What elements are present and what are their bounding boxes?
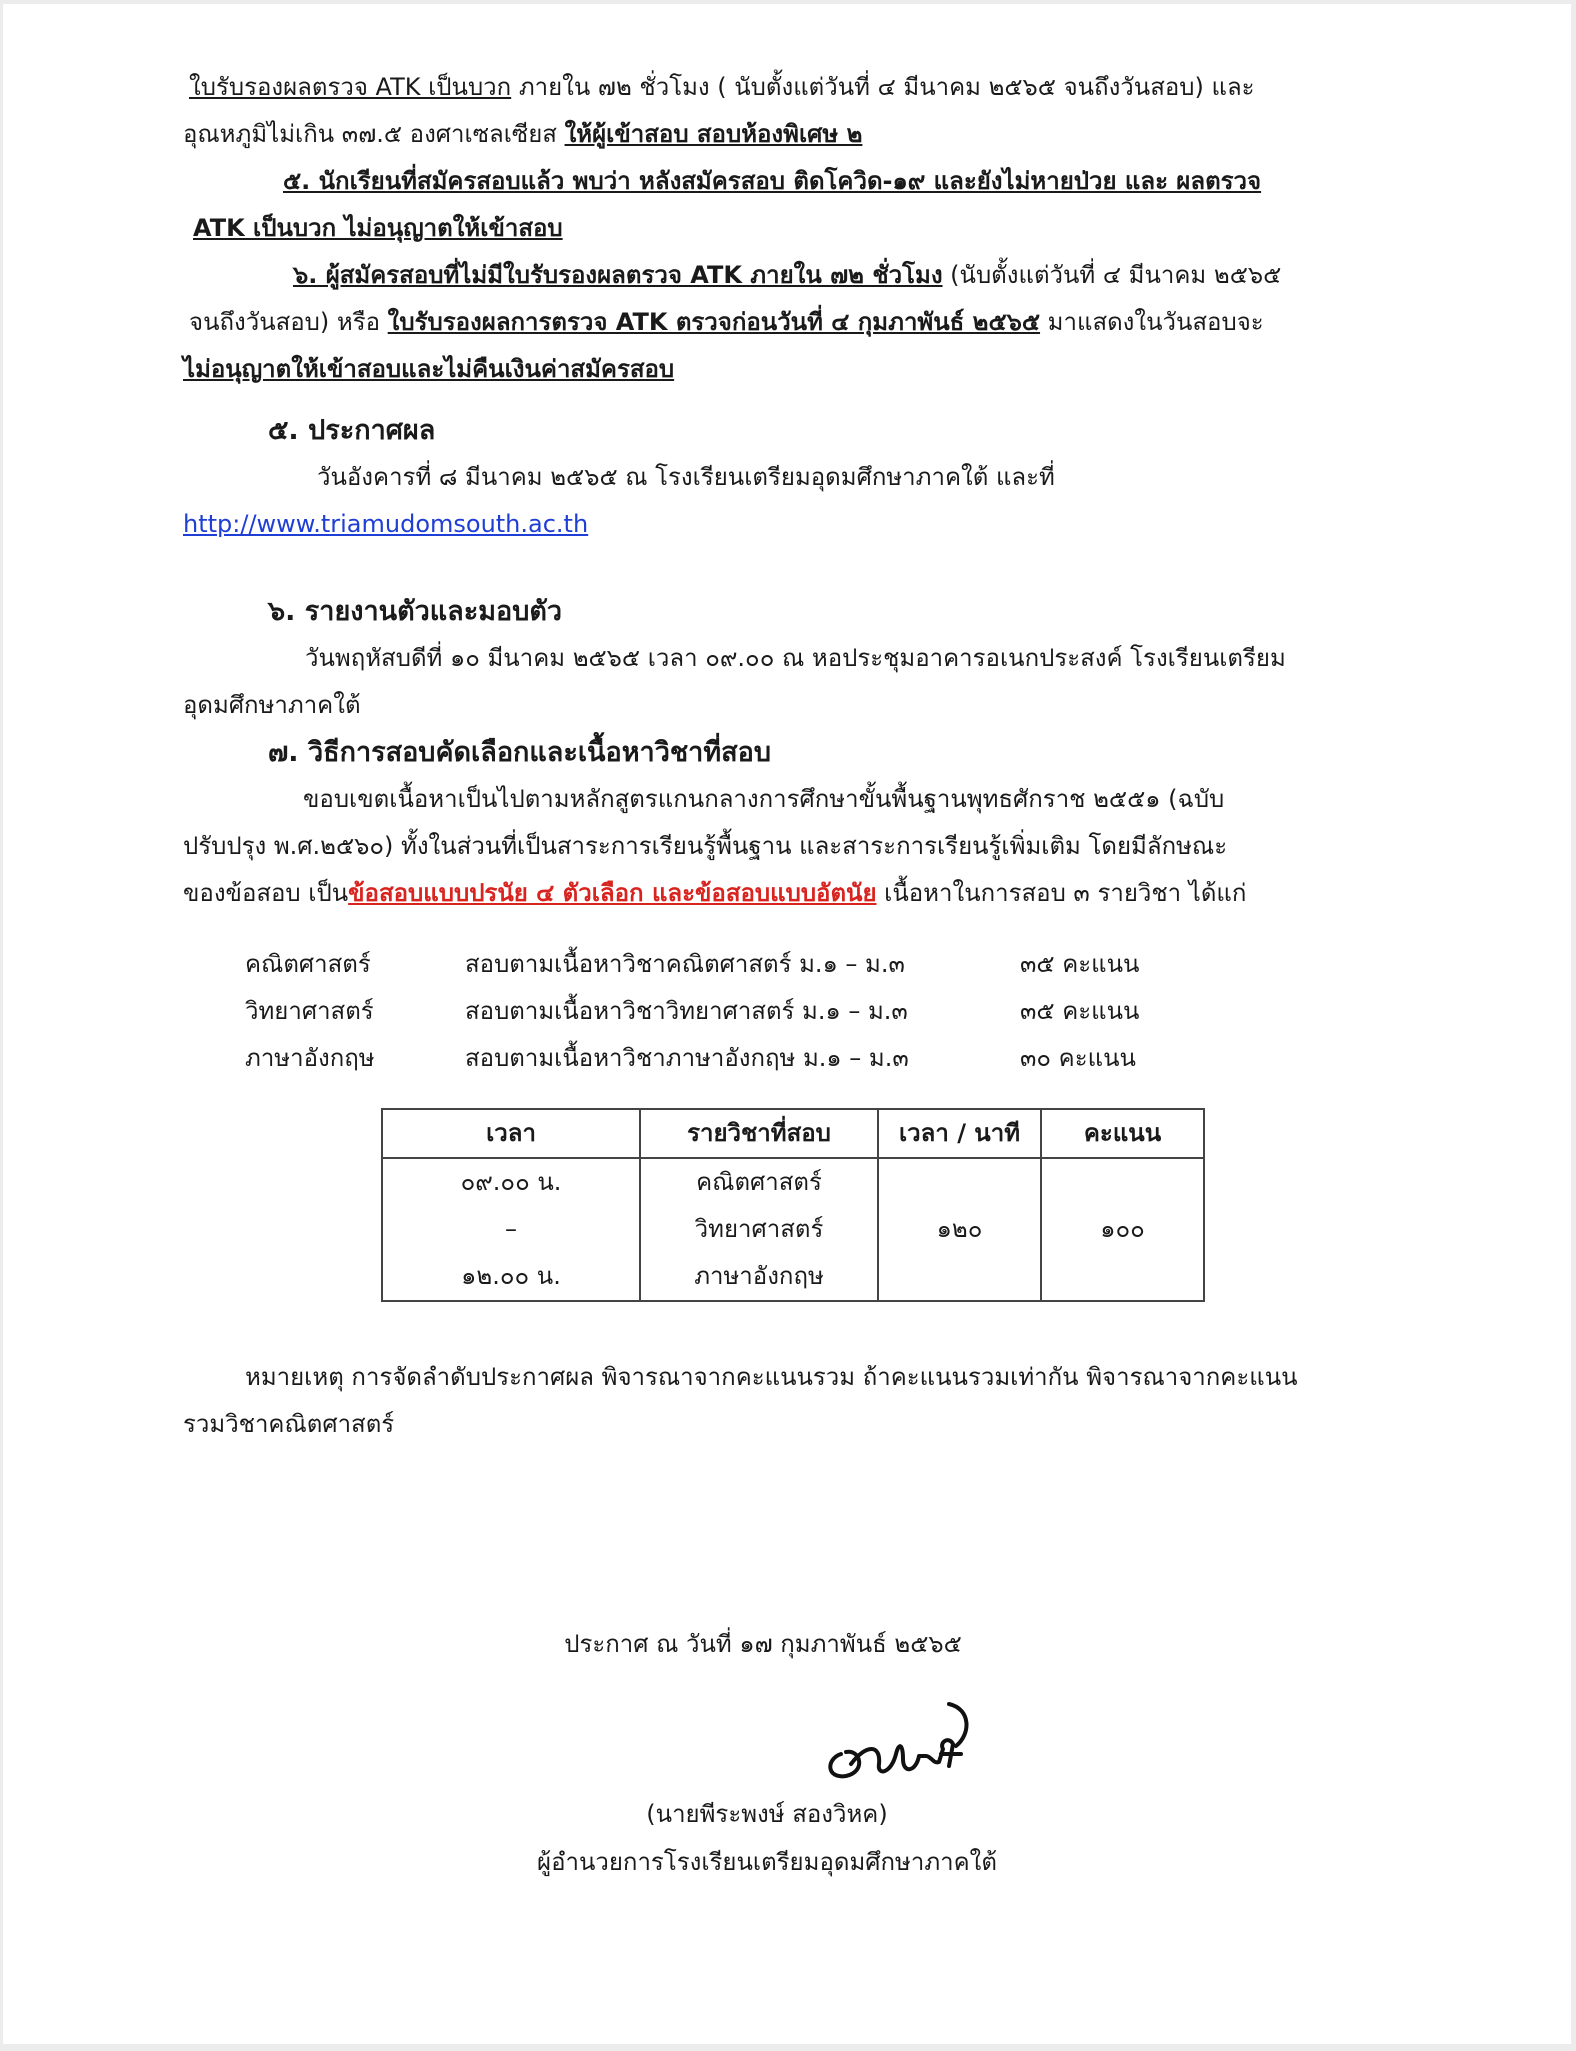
exam-type-highlight: ข้อสอบแบบปรนัย ๔ ตัวเลือก และข้อสอบแบบอัตนัย [348,879,877,907]
time-end: ๑๒.๐๐ น. [461,1262,561,1290]
section-7-text-1: ขอบเขตเนื้อหาเป็นไปตามหลักสูตรแกนกลางการศึกษาขั้นพื้นฐานพุทธศักราช ๒๕๕๑ (ฉบับ [303,785,1225,813]
atk-line-1-rest: ภายใน ๗๒ ชั่วโมง ( นับตั้งแต่วันที่ ๔ มีนาคม ๒๕๖๕ จนถึงวันสอบ) และ [511,73,1255,101]
subject-name: คณิตศาสตร์ [245,950,371,978]
special-room-note: ให้ผู้เข้าสอบ สอบห้องพิเศษ ๒ [564,120,863,148]
signer-title: ผู้อำนวยการโรงเรียนเตรียมอุดมศึกษาภาคใต้ [537,1848,997,1876]
exam-schedule-table [381,1108,1205,1302]
time-dash: – [505,1215,517,1243]
signature-image [821,1684,1001,1794]
schedule-subject: คณิตศาสตร์ [696,1168,822,1196]
subject-name: วิทยาศาสตร์ [245,997,374,1025]
note-line-1: หมายเหตุ การจัดลำดับประกาศผล พิจารณาจากคะแนนรวม ถ้าคะแนนรวมเท่ากัน พิจารณาจากคะแนน [245,1363,1298,1391]
header-subject: รายวิชาที่สอบ [640,1109,878,1158]
announcement-date: ประกาศ ณ วันที่ ๑๗ กุมภาพันธ์ ๒๕๖๕ [564,1630,962,1658]
header-score: คะแนน [1041,1109,1204,1158]
note-line-2: รวมวิชาคณิตศาสตร์ [183,1410,395,1438]
subject-row [245,941,1398,988]
item-5-line-1: ๕. นักเรียนที่สมัครสอบแล้ว พบว่า หลังสมัครสอบ ติดโควิด-๑๙ และยังไม่หายป่วย และ ผลตรวจ [283,167,1262,195]
subject-row [245,988,1398,1035]
subject-list [245,941,1398,1082]
schedule-subject: ภาษาอังกฤษ [694,1262,824,1290]
subject-desc: สอบตามเนื้อหาวิชาวิทยาศาสตร์ ม.๑ – ม.๓ [465,997,908,1025]
school-website-link[interactable]: http://www.triamudomsouth.ac.th [183,510,589,538]
atk-line-2 [183,111,1398,158]
signer-name: (นายพีระพงษ์ สองวิหค) [646,1800,888,1828]
subject-score: ๓๕ คะแนน [1020,950,1140,978]
time-start: ๐๙.๐๐ น. [460,1168,562,1196]
section-6-title: ๖. รายงานตัวและมอบตัว [268,596,563,627]
item-6-line-1 [183,252,1398,299]
subjects-cell [640,1158,878,1301]
section-5-text: วันอังคารที่ ๘ มีนาคม ๒๕๖๕ ณ โรงเรียนเตรียมอุดมศึกษาภาคใต้ และที่ [317,463,1055,491]
item-5-rule: ATK เป็นบวก ไม่อนุญาตให้เข้าสอบ [193,214,563,242]
section-7-text-3 [183,870,1398,917]
section-7-title: ๗. วิธีการสอบคัดเลือกและเนื้อหาวิชาที่สอบ [268,737,771,768]
subject-score: ๓๐ คะแนน [1020,1044,1136,1072]
header-minutes: เวลา / นาที [878,1109,1041,1158]
section-7-text-2: ปรับปรุง พ.ศ.๒๕๖๐) ทั้งในส่วนที่เป็นสาระการเรียนรู้พื้นฐาน และสาระการเรียนรู้เพิ่มเติม โดยมีลักษณะ [183,832,1228,860]
item-6-old-cert: ใบรับรองผลการตรวจ ATK ตรวจก่อนวันที่ ๔ กุมภาพันธ์ ๒๕๖๕ [387,308,1041,336]
item-6-date: (นับตั้งแต่วันที่ ๔ มีนาคม ๒๕๖๕ [942,261,1282,289]
header-time: เวลา [382,1109,640,1158]
exam-type-suffix: เนื้อหาในการสอบ ๓ รายวิชา ได้แก่ [876,879,1247,907]
section-6-text-1: วันพฤหัสบดีที่ ๑๐ มีนาคม ๒๕๖๕ เวลา ๐๙.๐๐ ณ หอประชุมอาคารอเนกประสงค์ โรงเรียนเตรียม [305,644,1286,672]
item-6-penalty: ไม่อนุญาตให้เข้าสอบและไม่คืนเงินค่าสมัครสอบ [183,355,675,383]
item-6-line-3 [183,346,1398,393]
exam-type-prefix: ของข้อสอบ เป็น [183,879,349,907]
item-6-rule: ๖. ผู้สมัครสอบที่ไม่มีใบรับรองผลตรวจ ATK ภายใน ๗๒ ชั่วโมง [293,261,943,289]
score-cell: ๑๐๐ [1041,1158,1204,1301]
section-5-link-line [183,501,1398,548]
table-header-row [382,1109,1204,1158]
document-page [3,4,1571,2044]
section-6-text-2: อุดมศึกษาภาคใต้ [183,691,361,719]
subject-row [245,1035,1398,1082]
section-5-title: ๕. ประกาศผล [268,415,436,446]
item-6-line-2 [183,299,1398,346]
item-6-until: จนถึงวันสอบ) หรือ [189,308,388,336]
subject-name: ภาษาอังกฤษ [245,1044,375,1072]
schedule-subject: วิทยาศาสตร์ [694,1215,824,1243]
minutes-cell: ๑๒๐ [878,1158,1041,1301]
document-body [183,64,1398,1448]
subject-desc: สอบตามเนื้อหาวิชาภาษาอังกฤษ ม.๑ – ม.๓ [465,1044,909,1072]
item-5-line-2 [183,205,1398,252]
atk-positive-cert: ใบรับรองผลตรวจ ATK เป็นบวก [189,73,512,101]
subject-desc: สอบตามเนื้อหาวิชาคณิตศาสตร์ ม.๑ – ม.๓ [465,950,905,978]
subject-score: ๓๕ คะแนน [1020,997,1140,1025]
item-6-show: มาแสดงในวันสอบจะ [1040,308,1264,336]
table-row [382,1158,1204,1301]
atk-line-1 [183,64,1398,111]
temperature-text: อุณหภูมิไม่เกิน ๓๗.๕ องศาเซลเซียส [183,120,565,148]
time-cell [382,1158,640,1301]
